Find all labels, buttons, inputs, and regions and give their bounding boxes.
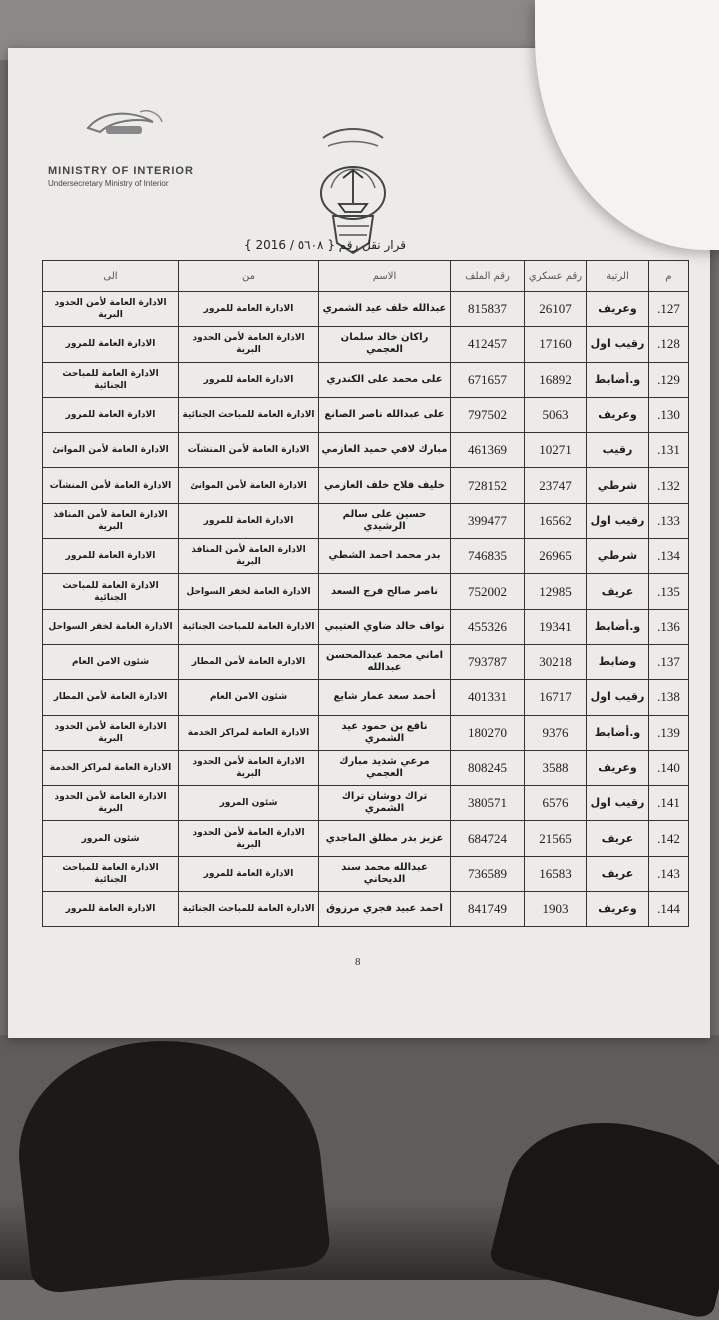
header-rank: الرتبة [587,261,649,292]
row-name: عبدالله خلف عيد الشمري [319,292,451,327]
row-file-number: 671657 [451,362,525,397]
row-to: الادارة العامة لأمن الموانئ [43,433,179,468]
row-file-number: 461369 [451,433,525,468]
table-row [43,327,689,362]
row-to: الادارة العامة لأمن المطار [43,680,179,715]
row-name: راكان خالد سلمان العجمي [319,327,451,362]
row-serial: 132. [649,468,689,503]
row-name: اماني محمد عبدالمحسن عبدالله [319,644,451,679]
row-to: شئون المرور [43,821,179,856]
row-from: الادارة العامة لأمن الحدود البرية [179,327,319,362]
row-file-number: 455326 [451,609,525,644]
row-serial: 129. [649,362,689,397]
row-military-number: 1903 [525,892,587,927]
table-row [43,433,689,468]
row-from: شئون المرور [179,786,319,821]
header-from: من [179,261,319,292]
row-to: الادارة العامة للمرور [43,397,179,432]
row-file-number: 380571 [451,786,525,821]
row-serial: 139. [649,715,689,750]
row-military-number: 3588 [525,750,587,785]
table-row [43,397,689,432]
row-to: الادارة العامة لأمن الحدود البرية [43,715,179,750]
header-military-number: رقم عسكري [525,261,587,292]
row-serial: 133. [649,503,689,538]
row-military-number: 23747 [525,468,587,503]
row-military-number: 10271 [525,433,587,468]
row-rank: شرطي [587,468,649,503]
row-name: مبارك لافي حميد العازمي [319,433,451,468]
row-rank: و.أضابط [587,362,649,397]
page-number: 8 [355,956,361,968]
decision-number: ٥٦٠٨ [297,238,324,252]
table-header-row [43,261,689,292]
row-rank: رقيب اول [587,680,649,715]
row-from: الادارة العامة لأمن الحدود البرية [179,750,319,785]
row-to: الادارة العامة لخفر السواحل [43,609,179,644]
row-military-number: 17160 [525,327,587,362]
decision-year: 2016 [255,238,287,252]
row-to: الادارة العامة للمباحث الجنائية [43,574,179,609]
row-rank: رقيب اول [587,786,649,821]
transfer-table [42,260,689,927]
row-serial: 144. [649,892,689,927]
row-from: الادارة العامة للمرور [179,503,319,538]
row-rank: وعريف [587,892,649,927]
table-row [43,362,689,397]
row-to: الادارة العامة للمباحث الجنائية [43,362,179,397]
row-name: على عبدالله ناصر الصانع [319,397,451,432]
row-from: الادارة العامة للمرور [179,856,319,891]
row-to: الادارة العامة لأمن المنافذ البرية [43,503,179,538]
row-serial: 135. [649,574,689,609]
row-rank: رقيب اول [587,503,649,538]
transfer-table-wrapper [42,260,688,927]
row-file-number: 793787 [451,644,525,679]
row-rank: عريف [587,574,649,609]
table-row [43,539,689,574]
table-row [43,574,689,609]
row-military-number: 26965 [525,539,587,574]
row-rank: وعريف [587,292,649,327]
table-row [43,609,689,644]
row-from: الادارة العامة لأمن المنشآت [179,433,319,468]
row-name: نواف خالد ضاوي العتيبي [319,609,451,644]
row-file-number: 815837 [451,292,525,327]
table-row [43,468,689,503]
row-military-number: 16892 [525,362,587,397]
row-from: الادارة العامة لمراكز الخدمة [179,715,319,750]
undersecretary-en: Undersecretary Ministry of Interior [48,179,169,188]
row-to: الادارة العامة لأمن الحدود البرية [43,292,179,327]
table-row [43,750,689,785]
row-file-number: 841749 [451,892,525,927]
ministry-english-heading [48,165,194,188]
row-rank: وعريف [587,750,649,785]
row-name: مرعي شديد مبارك العجمي [319,750,451,785]
row-to: شئون الامن العام [43,644,179,679]
ministry-logo [78,106,168,140]
row-rank: رقيب [587,433,649,468]
row-from: الادارة العامة للمباحث الجنائية [179,892,319,927]
row-military-number: 16717 [525,680,587,715]
row-military-number: 16583 [525,856,587,891]
decision-title: قرار نقل رقم { ٥٦٠٨ / 2016 } [244,238,406,252]
row-serial: 142. [649,821,689,856]
row-serial: 138. [649,680,689,715]
row-name: ناصر صالح فرج السعد [319,574,451,609]
row-serial: 137. [649,644,689,679]
table-row [43,644,689,679]
row-from: الادارة العامة لأمن المطار [179,644,319,679]
table-row [43,503,689,538]
row-rank: وضابط [587,644,649,679]
row-name: احمد عبيد فجري مرزوق [319,892,451,927]
row-to: الادارة العامة للمباحث الجنائية [43,856,179,891]
row-name: نافع بن حمود عيد الشمري [319,715,451,750]
row-from: الادارة العامة لأمن المنافذ البرية [179,539,319,574]
row-serial: 130. [649,397,689,432]
row-file-number: 736589 [451,856,525,891]
row-rank: رقيب اول [587,327,649,362]
row-file-number: 746835 [451,539,525,574]
header-name: الاسم [319,261,451,292]
row-military-number: 26107 [525,292,587,327]
row-rank: عريف [587,821,649,856]
row-name: عزيز بدر مطلق الماجدي [319,821,451,856]
row-name: حسين على سالم الرشيدي [319,503,451,538]
row-serial: 131. [649,433,689,468]
table-row [43,786,689,821]
row-to: الادارة العامة للمرور [43,892,179,927]
row-military-number: 21565 [525,821,587,856]
row-rank: وعريف [587,397,649,432]
row-name: أحمد سعد عمار شايع [319,680,451,715]
row-serial: 141. [649,786,689,821]
header-serial: م [649,261,689,292]
row-rank: و.أضابط [587,609,649,644]
row-name: خليف فلاح خلف العازمي [319,468,451,503]
row-file-number: 728152 [451,468,525,503]
row-from: الادارة العامة لأمن الموانئ [179,468,319,503]
row-file-number: 808245 [451,750,525,785]
row-name: عبدالله محمد سند الديحاني [319,856,451,891]
decision-label: قرار نقل رقم [338,238,406,252]
row-file-number: 399477 [451,503,525,538]
row-file-number: 401331 [451,680,525,715]
row-military-number: 12985 [525,574,587,609]
row-rank: عريف [587,856,649,891]
row-file-number: 180270 [451,715,525,750]
row-serial: 136. [649,609,689,644]
row-from: الادارة العامة لأمن الحدود البرية [179,821,319,856]
table-row [43,821,689,856]
row-file-number: 412457 [451,327,525,362]
row-name: بدر محمد احمد الشطي [319,539,451,574]
row-serial: 140. [649,750,689,785]
row-to: الادارة العامة لمراكز الخدمة [43,750,179,785]
row-file-number: 684724 [451,821,525,856]
row-from: الادارة العامة للمرور [179,362,319,397]
row-name: على محمد على الكندري [319,362,451,397]
row-to: الادارة العامة لأمن المنشآت [43,468,179,503]
row-to: الادارة العامة لأمن الحدود البرية [43,786,179,821]
row-from: شئون الامن العام [179,680,319,715]
table-row [43,715,689,750]
row-rank: و.أضابط [587,715,649,750]
row-from: الادارة العامة للمباحث الجنائية [179,609,319,644]
row-military-number: 5063 [525,397,587,432]
ministry-name-en: MINISTRY OF INTERIOR [48,165,194,177]
row-military-number: 19341 [525,609,587,644]
header-to: الى [43,261,179,292]
row-military-number: 9376 [525,715,587,750]
row-serial: 127. [649,292,689,327]
header-file-number: رقم الملف [451,261,525,292]
kuwait-emblem [303,118,403,258]
row-serial: 143. [649,856,689,891]
row-from: الادارة العامة للمرور [179,292,319,327]
table-row [43,892,689,927]
row-military-number: 16562 [525,503,587,538]
row-military-number: 30218 [525,644,587,679]
row-serial: 134. [649,539,689,574]
row-from: الادارة العامة للمباحث الجنائية [179,397,319,432]
row-file-number: 752002 [451,574,525,609]
row-military-number: 6576 [525,786,587,821]
row-to: الادارة العامة للمرور [43,327,179,362]
row-file-number: 797502 [451,397,525,432]
table-row [43,292,689,327]
row-from: الادارة العامة لخفر السواحل [179,574,319,609]
table-row [43,680,689,715]
row-rank: شرطي [587,539,649,574]
row-serial: 128. [649,327,689,362]
table-row [43,856,689,891]
row-name: تراك دوشان تراك الشمري [319,786,451,821]
row-to: الادارة العامة للمرور [43,539,179,574]
